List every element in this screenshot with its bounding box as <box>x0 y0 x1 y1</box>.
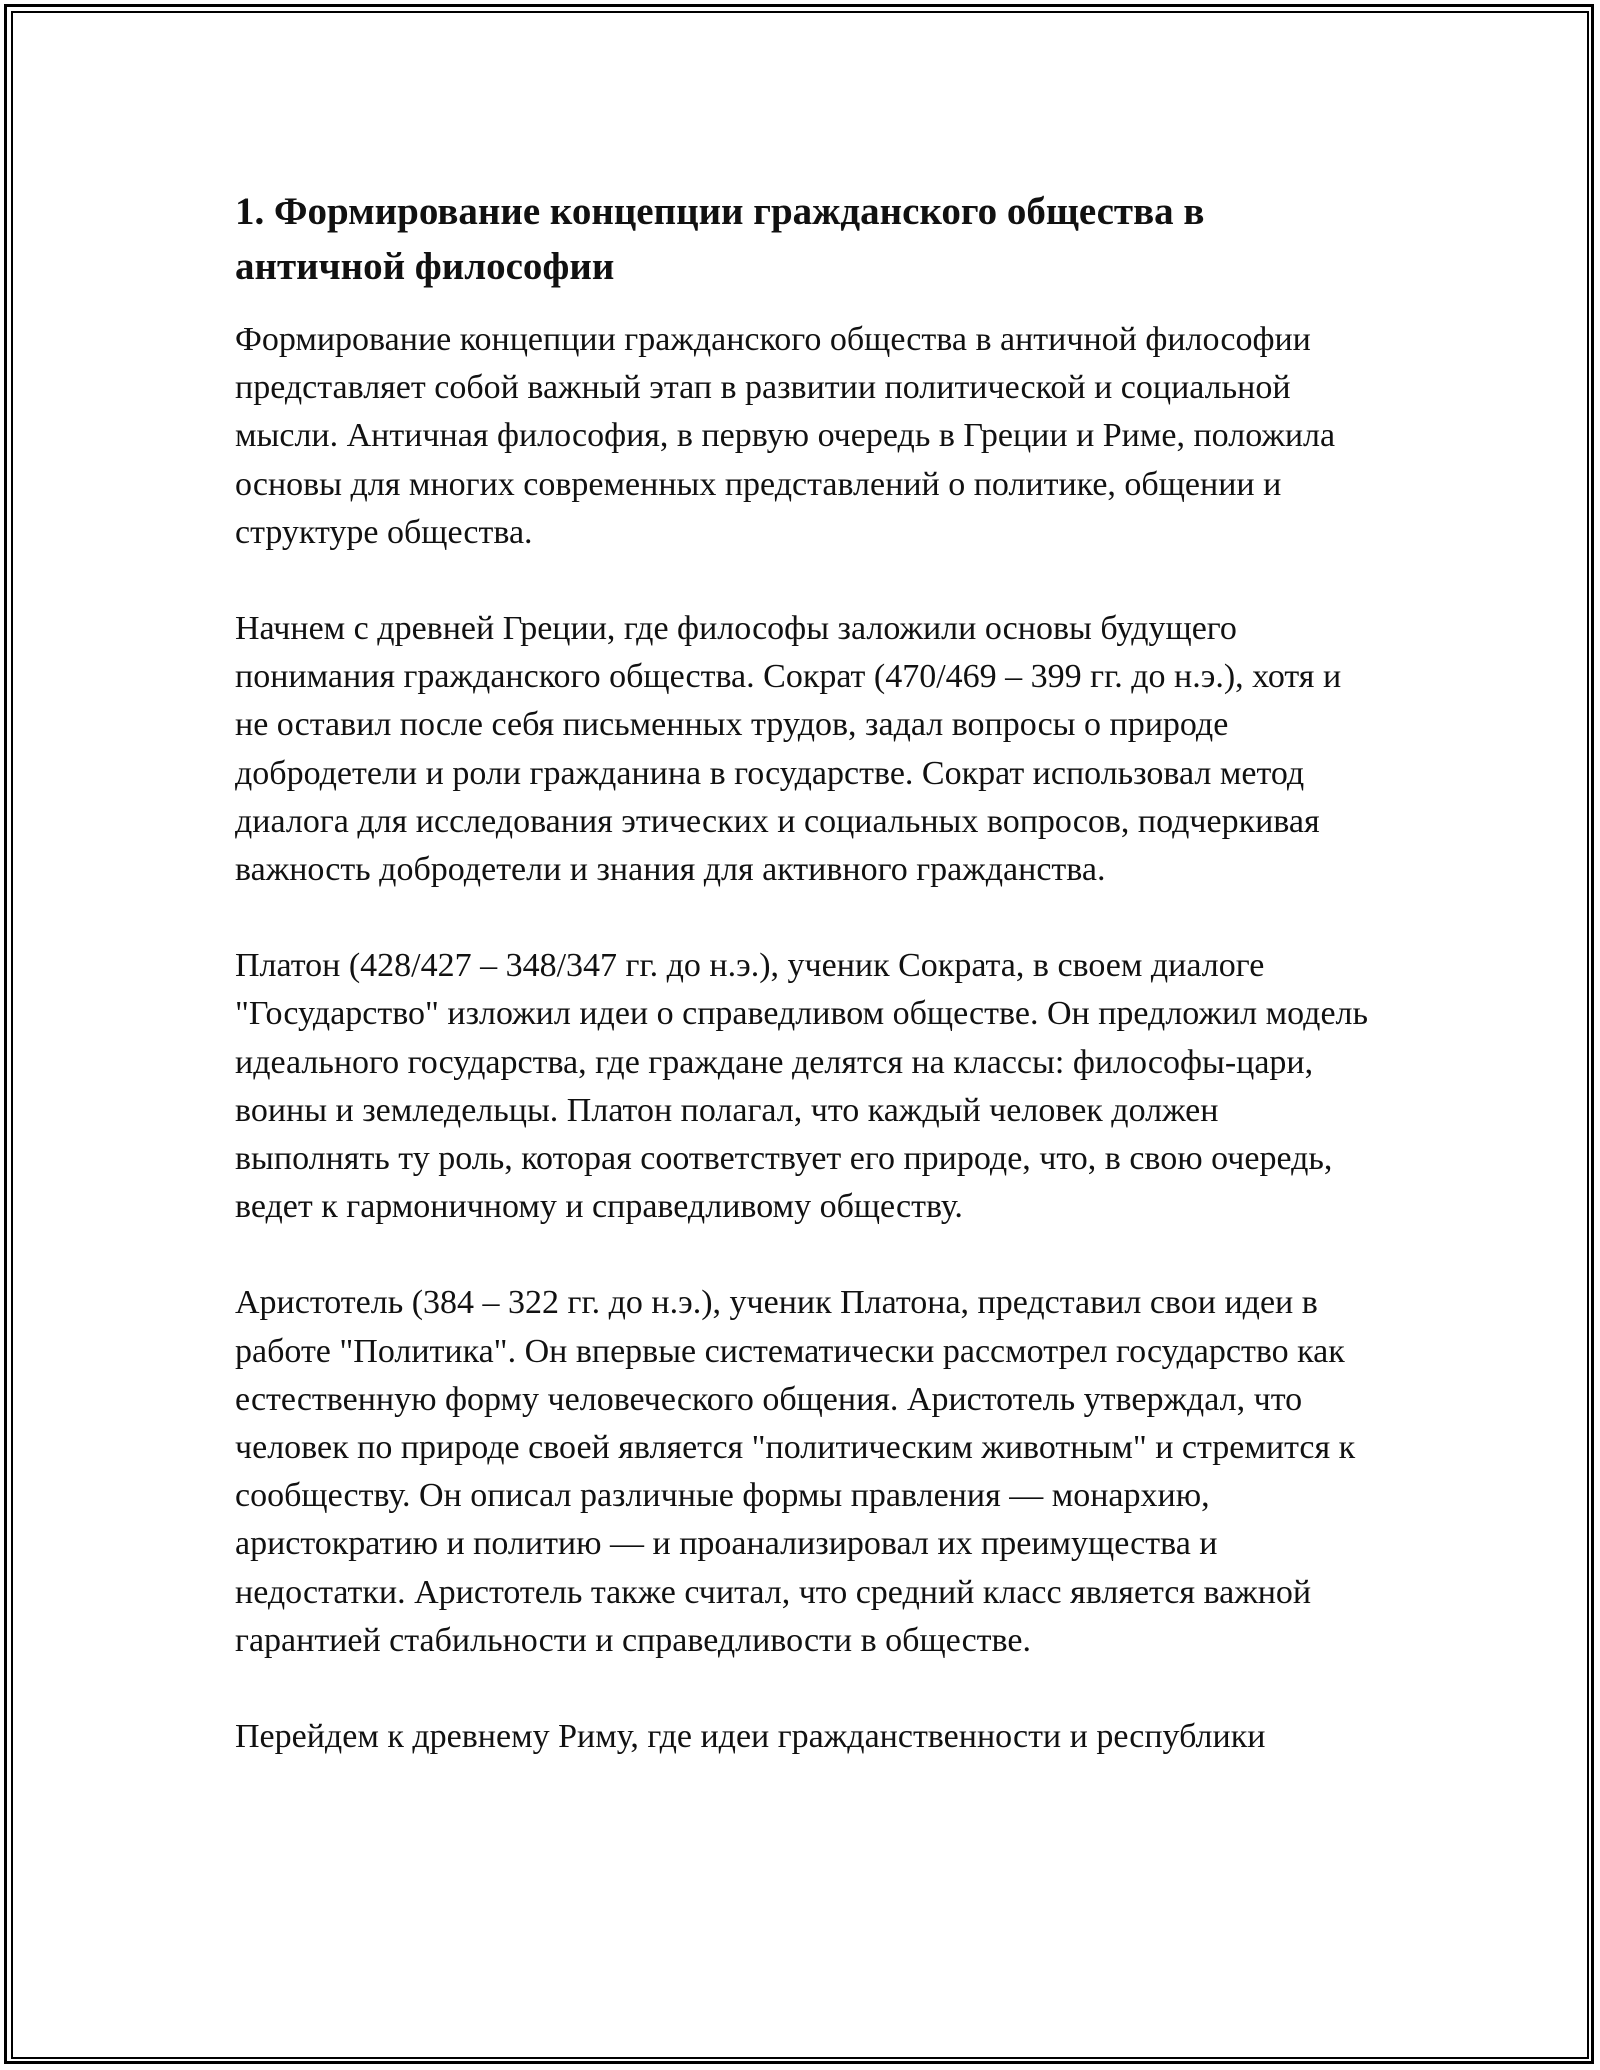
paragraph-rome: Перейдем к древнему Риму, где идеи гражданственности и республики <box>235 1718 1266 1756</box>
document-body <box>235 184 1375 1809</box>
paragraph-intro: Формирование концепции гражданского общества в античной философии представляет собой важный этап в развитии политической и социальной мысли. Античная философия, в первую очередь в Греции и Риме, положила основы для многих современных представлений о политике, общении и структуре общества. <box>235 321 1336 551</box>
paragraph-aristotle: Аристотель (384 – 322 гг. до н.э.), ученик Платона, представил свои идеи в работе "Политика". Он впервые систематически рассмотрел государство как естественную форму человеческого общения. Аристотель утверждал, что человек по природе своей является "политическим животным" и стремится к сообществу. Он описал различные формы правления — монархию, аристократию и политию — и проанализировал их преимущества и недостатки. Аристотель также считал, что средний класс является важной гарантией стабильности и справедливости в обществе. <box>235 1284 1356 1659</box>
paragraph-plato: Платон (428/427 – 348/347 гг. до н.э.), ученик Сократа, в своем диалоге "Государство" изложил идеи о справедливом обществе. Он предложил модель идеального государства, где граждане делятся на классы: философы-цари, воины и земледельцы. Платон полагал, что каждый человек должен выполнять ту роль, которая соответствует его природе, что, в свою очередь, ведет к гармоничному и справедливому обществу. <box>235 947 1369 1226</box>
section-heading: 1. Формирование концепции гражданского общества в античной философии <box>235 190 1205 288</box>
paragraph-socrates: Начнем с древней Греции, где философы заложили основы будущего понимания гражданского общества. Сократ (470/469 – 399 гг. до н.э.), хотя и не оставил после себя письменных трудов, задал вопросы о природе добродетели и роли гражданина в государстве. Сократ использовал метод диалога для исследования этических и социальных вопросов, подчеркивая важность добродетели и знания для активного гражданства. <box>235 610 1342 889</box>
